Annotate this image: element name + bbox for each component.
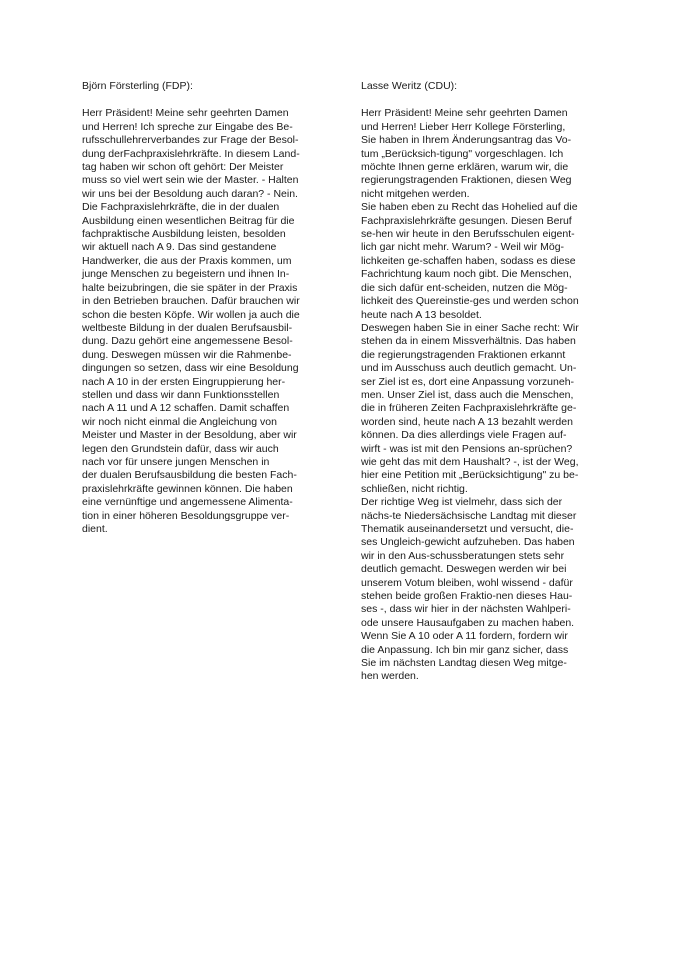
text-line: Sie haben in Ihrem Änderungsantrag das Vo-: [361, 134, 572, 147]
text-line: dient.: [82, 523, 108, 535]
text-line: die Anpassung. Ich bin mir ganz sicher, dass: [361, 643, 569, 656]
text-line: tum „Berücksich-tigung" vorgeschlagen. Ich: [361, 147, 564, 160]
text-line: hier eine Petition mit „Berücksichtigung" zu be-: [361, 469, 579, 482]
text-line: Fachpraxislehrkräfte gesungen. Diesen Beruf: [361, 214, 572, 227]
text-line: wir aktuell nach A 9. Das sind gestandene: [82, 241, 277, 254]
text-line: schon die besten Köpfe. Wir wollen ja auch die: [82, 308, 300, 321]
text-line: rufsschullehrerverbandes zur Frage der Besol-: [82, 134, 299, 147]
text-line: ode unsere Hausaufgaben zu machen haben.: [361, 616, 575, 629]
text-line: muss so viel wert sein wie der Master. - Halten: [82, 174, 299, 187]
speaker-heading: Björn Försterling (FDP):: [82, 80, 193, 92]
text-line: Handwerker, die aus der Praxis kommen, um: [82, 254, 292, 267]
text-line: Herr Präsident! Meine sehr geehrten Damen: [361, 107, 568, 120]
text-line: Sie haben eben zu Recht das Hohelied auf die: [361, 201, 578, 214]
text-line: weltbeste Bildung in der dualen Berufsausbil-: [82, 321, 293, 334]
text-line: fachpraktische Ausbildung leisten, besolden: [82, 228, 286, 241]
text-line: Wenn Sie A 10 oder A 11 fordern, fordern wir: [361, 630, 568, 643]
text-line: Meister und Master in der Besoldung, aber wir: [82, 429, 297, 442]
text-line: ser Ziel ist es, dort eine Anpassung vorzuneh-: [361, 375, 575, 388]
text-line: hen werden.: [361, 670, 419, 683]
text-line: regierungstragenden Fraktionen, diesen Weg: [361, 174, 572, 187]
text-line: lichkeit des Quereinstie-ges und werden schon: [361, 295, 579, 308]
text-line: lichkeiten ge-schaffen haben, sodass es diese: [361, 254, 576, 267]
text-line: legen den Grundstein dafür, dass wir auch: [82, 442, 279, 455]
text-line: dung. Dazu gehört eine angemessene Besol-: [82, 335, 293, 348]
speech-body: [361, 107, 601, 683]
speech-column-weritz: [361, 80, 601, 684]
text-line: ses -, dass wir hier in der nächsten Wahlperi-: [361, 603, 571, 616]
text-line: unserem Votum bleiben, wohl wissend - dafür: [361, 576, 573, 589]
text-line: se-hen wir heute in den Berufsschulen eigent-: [361, 228, 575, 241]
speech-body: [82, 107, 320, 536]
text-line: stehen da in einem Missverhältnis. Das haben: [361, 335, 576, 348]
text-line: Deswegen haben Sie in einer Sache recht: Wir: [361, 321, 579, 334]
text-line: Die Fachpraxislehrkräfte, die in der dualen: [82, 201, 280, 214]
text-line: die sich dafür ent-scheiden, nutzen die Mög-: [361, 281, 568, 294]
text-line: und Herren! Ich spreche zur Eingabe des Be-: [82, 120, 293, 133]
text-line: der dualen Berufsausbildung die besten Fach-: [82, 469, 297, 482]
text-line: wir in den Aus-schussberatungen stets sehr: [361, 549, 565, 562]
text-line: Herr Präsident! Meine sehr geehrten Damen: [82, 107, 289, 120]
text-line: Ausbildung einen wesentlichen Beitrag für die: [82, 214, 295, 227]
text-line: eine vernünftige und angemessene Alimenta-: [82, 496, 293, 509]
text-line: schließen, nicht richtig.: [361, 482, 468, 495]
text-line: heute nach A 13 besoldet.: [361, 308, 482, 321]
text-line: praxislehrkräfte gewinnen können. Die haben: [82, 482, 293, 495]
text-line: wir noch nicht einmal die Angleichung von: [82, 415, 277, 428]
text-line: lich gar nicht mehr. Warum? - Weil wir Mög-: [361, 241, 565, 254]
text-line: tion in einer höheren Besoldungsgruppe ver-: [82, 509, 290, 522]
text-line: nach A 10 in der ersten Eingruppierung her-: [82, 375, 286, 388]
text-line: möchte Ihnen gerne erklären, warum wir, die: [361, 161, 569, 174]
text-line: nach vor für unsere jungen Menschen in: [82, 455, 270, 468]
text-line: junge Menschen zu begeistern und ihnen In-: [82, 268, 290, 281]
speech-column-forsterling: [82, 80, 320, 536]
text-line: men. Unser Ziel ist, dass auch die Menschen,: [361, 388, 574, 401]
text-line: und Herren! Lieber Herr Kollege Försterling,: [361, 120, 566, 133]
text-line: worden sind, heute nach A 13 bezahlt werden: [361, 415, 573, 428]
text-line: die in früheren Zeiten Fachpraxislehrkräfte ge-: [361, 402, 577, 415]
text-line: ses Ungleich-gewicht aufzuheben. Das haben: [361, 536, 575, 549]
text-line: Fachrichtung kaum noch gibt. Die Menschen,: [361, 268, 572, 281]
text-line: stellen und dass wir dann Funktionsstellen: [82, 388, 280, 401]
text-line: wie geht das mit dem Haushalt? -, ist der Weg,: [361, 455, 579, 468]
text-line: deutlich gemacht. Deswegen werden wir bei: [361, 563, 567, 576]
text-line: dingungen so setzen, dass wir eine Besoldung: [82, 362, 299, 375]
text-line: halte beizubringen, die sie später in der Praxis: [82, 281, 298, 294]
text-line: nach A 11 und A 12 schaffen. Damit schaffen: [82, 402, 290, 415]
text-line: Der richtige Weg ist vielmehr, dass sich der: [361, 496, 563, 509]
speaker-heading: Lasse Weritz (CDU):: [361, 80, 458, 92]
text-line: Thematik auseinandersetzt und versucht, die-: [361, 523, 574, 535]
text-line: stehen beide großen Fraktio-nen dieses Hau-: [361, 590, 573, 603]
text-line: dung derFachpraxislehrkräfte. In diesem Land-: [82, 147, 300, 160]
text-line: wirft - was ist mit den Pensions an-sprüchen?: [361, 442, 573, 455]
text-line: und im Ausschuss auch deutlich gemacht. Un-: [361, 362, 577, 375]
text-line: wir uns bei der Besoldung auch daran? - Nein.: [82, 187, 298, 200]
text-line: dung. Deswegen müssen wir die Rahmenbe-: [82, 348, 292, 361]
text-line: können. Da dies allerdings viele Fragen auf-: [361, 429, 567, 442]
text-line: nicht mitgehen werden.: [361, 187, 470, 200]
text-line: tag haben wir schon oft gehört: Der Meister: [82, 161, 284, 174]
text-line: die regierungstragenden Fraktionen erkannt: [361, 348, 566, 361]
text-line: nächs-te Niedersächsische Landtag mit dieser: [361, 509, 577, 522]
text-line: in den Betrieben brauchen. Dafür brauchen wir: [82, 295, 300, 308]
text-line: Sie im nächsten Landtag diesen Weg mitge-: [361, 657, 567, 670]
